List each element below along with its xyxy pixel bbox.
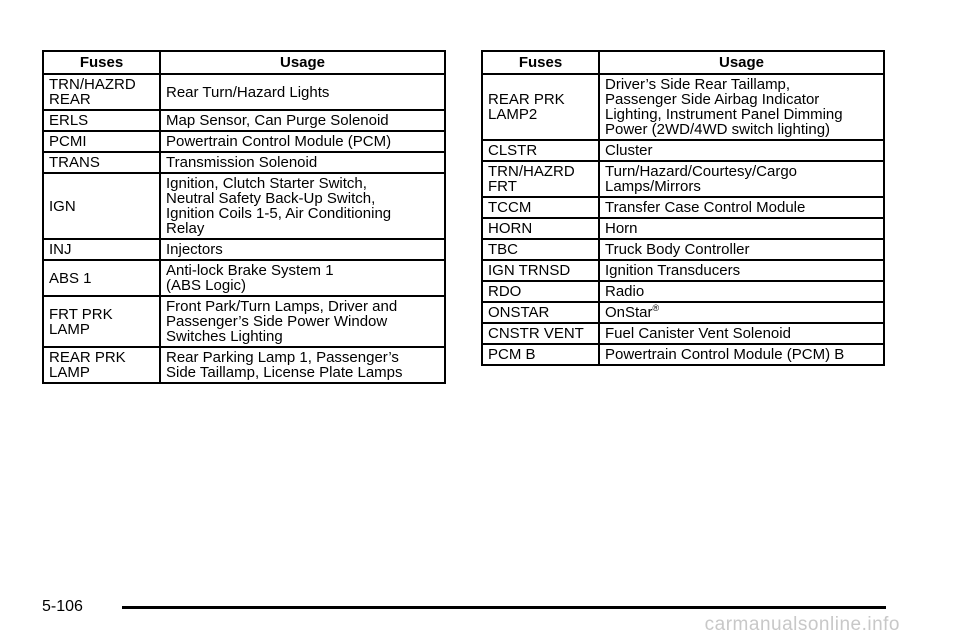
table-header-row — [43, 51, 445, 74]
table-row — [43, 74, 445, 110]
fuse-name-cell: RDO — [482, 281, 599, 302]
table-row — [43, 347, 445, 383]
table-row — [482, 218, 884, 239]
fuse-usage-cell — [599, 239, 884, 260]
usage-text: Front Park/Turn Lamps, Driver and Passenger’s Side Power Window Switches Lighting — [166, 298, 398, 345]
table-row — [43, 296, 445, 347]
table-row — [482, 281, 884, 302]
usage-text: Horn — [605, 220, 638, 237]
usage-text: Fuel Canister Vent Solenoid — [605, 325, 791, 342]
usage-text: Cluster — [605, 142, 653, 159]
fuse-usage-cell — [160, 347, 445, 383]
usage-text: Rear Turn/Hazard Lights — [166, 83, 330, 101]
usage-text: Truck Body Controller — [605, 241, 750, 258]
fuse-name-cell: PCMI — [43, 131, 160, 152]
usage-text: Rear Parking Lamp 1, Passenger’s Side Taillamp, License Plate Lamps — [166, 349, 403, 381]
table-row — [43, 110, 445, 131]
fuse-name-cell: TBC — [482, 239, 599, 260]
table-row — [482, 161, 884, 197]
fuse-name-cell: TRN/HAZRD FRT — [482, 161, 599, 197]
table-row — [43, 173, 445, 239]
fuse-name-cell: TRN/HAZRD REAR — [43, 74, 160, 110]
fuse-name-cell: TCCM — [482, 197, 599, 218]
fuse-usage-cell — [160, 173, 445, 239]
footer-rule — [122, 606, 886, 609]
fuse-usage-cell — [160, 110, 445, 131]
fuses-column-header: Fuses — [43, 51, 160, 74]
table-header-row — [482, 51, 884, 74]
table-row — [43, 260, 445, 296]
fuse-usage-cell — [160, 296, 445, 347]
fuse-name-cell: INJ — [43, 239, 160, 260]
fuse-name-cell: REAR PRK LAMP2 — [482, 74, 599, 140]
fuse-usage-cell — [160, 239, 445, 260]
left-fuse-table — [42, 50, 446, 384]
usage-text: Transfer Case Control Module — [605, 199, 806, 216]
table-row — [482, 323, 884, 344]
usage-text: Turn/Hazard/Courtesy/Cargo Lamps/Mirrors — [605, 163, 798, 195]
table-row — [482, 239, 884, 260]
fuses-column-header: Fuses — [482, 51, 599, 74]
usage-text: Powertrain Control Module (PCM) B — [605, 346, 845, 363]
fuse-name-cell: IGN TRNSD — [482, 260, 599, 281]
usage-text: Ignition, Clutch Starter Switch, Neutral Safety Back-Up Switch, Ignition Coils 1-5, Air Conditioning Relay — [166, 175, 392, 237]
fuse-name-cell: CLSTR — [482, 140, 599, 161]
usage-text: Injectors — [166, 241, 223, 258]
table-row — [482, 140, 884, 161]
fuse-usage-cell — [160, 260, 445, 296]
fuse-name-cell: CNSTR VENT — [482, 323, 599, 344]
fuse-usage-cell — [599, 161, 884, 197]
registered-mark: ® — [652, 303, 660, 313]
fuse-usage-cell — [599, 74, 884, 140]
table-row — [482, 197, 884, 218]
fuse-usage-cell — [599, 302, 884, 323]
table-row — [43, 131, 445, 152]
fuse-name-cell: ABS 1 — [43, 260, 160, 296]
usage-text: Powertrain Control Module (PCM) — [166, 133, 392, 150]
fuse-name-cell: REAR PRK LAMP — [43, 347, 160, 383]
table-row — [482, 74, 884, 140]
table-row — [482, 302, 884, 323]
fuse-usage-cell — [599, 281, 884, 302]
fuse-name-cell: ERLS — [43, 110, 160, 131]
usage-text: Radio — [605, 283, 645, 300]
fuse-usage-cell — [160, 131, 445, 152]
fuse-name-cell: ONSTAR — [482, 302, 599, 323]
table-row — [43, 239, 445, 260]
usage-column-header: Usage — [599, 51, 884, 74]
usage-text: Anti-lock Brake System 1 (ABS Logic) — [166, 262, 334, 294]
fuse-usage-cell — [599, 197, 884, 218]
fuse-name-cell: PCM B — [482, 344, 599, 365]
fuse-usage-cell — [160, 152, 445, 173]
fuse-usage-cell — [599, 140, 884, 161]
usage-column-header: Usage — [160, 51, 445, 74]
right-fuse-table — [481, 50, 885, 366]
watermark: carmanualsonline.info — [704, 614, 900, 635]
fuse-name-cell: FRT PRK LAMP — [43, 296, 160, 347]
usage-text: OnStar — [605, 304, 653, 321]
usage-text: Driver’s Side Rear Taillamp, Passenger Side Airbag Indicator Lighting, Instrument Panel Dimming Power (2WD/4WD switch lighting) — [605, 76, 843, 138]
usage-text: Map Sensor, Can Purge Solenoid — [166, 112, 389, 129]
fuse-usage-cell — [599, 344, 884, 365]
fuse-usage-cell — [599, 260, 884, 281]
table-row — [482, 344, 884, 365]
fuse-name-cell: IGN — [43, 173, 160, 239]
fuse-usage-cell — [599, 323, 884, 344]
fuse-usage-cell — [160, 74, 445, 110]
fuse-name-cell: TRANS — [43, 152, 160, 173]
page-number: 5-106 — [42, 598, 83, 615]
fuse-name-cell: HORN — [482, 218, 599, 239]
fuse-usage-cell — [599, 218, 884, 239]
table-row — [43, 152, 445, 173]
usage-text: Ignition Transducers — [605, 262, 741, 279]
table-row — [482, 260, 884, 281]
usage-text: Transmission Solenoid — [166, 154, 318, 171]
